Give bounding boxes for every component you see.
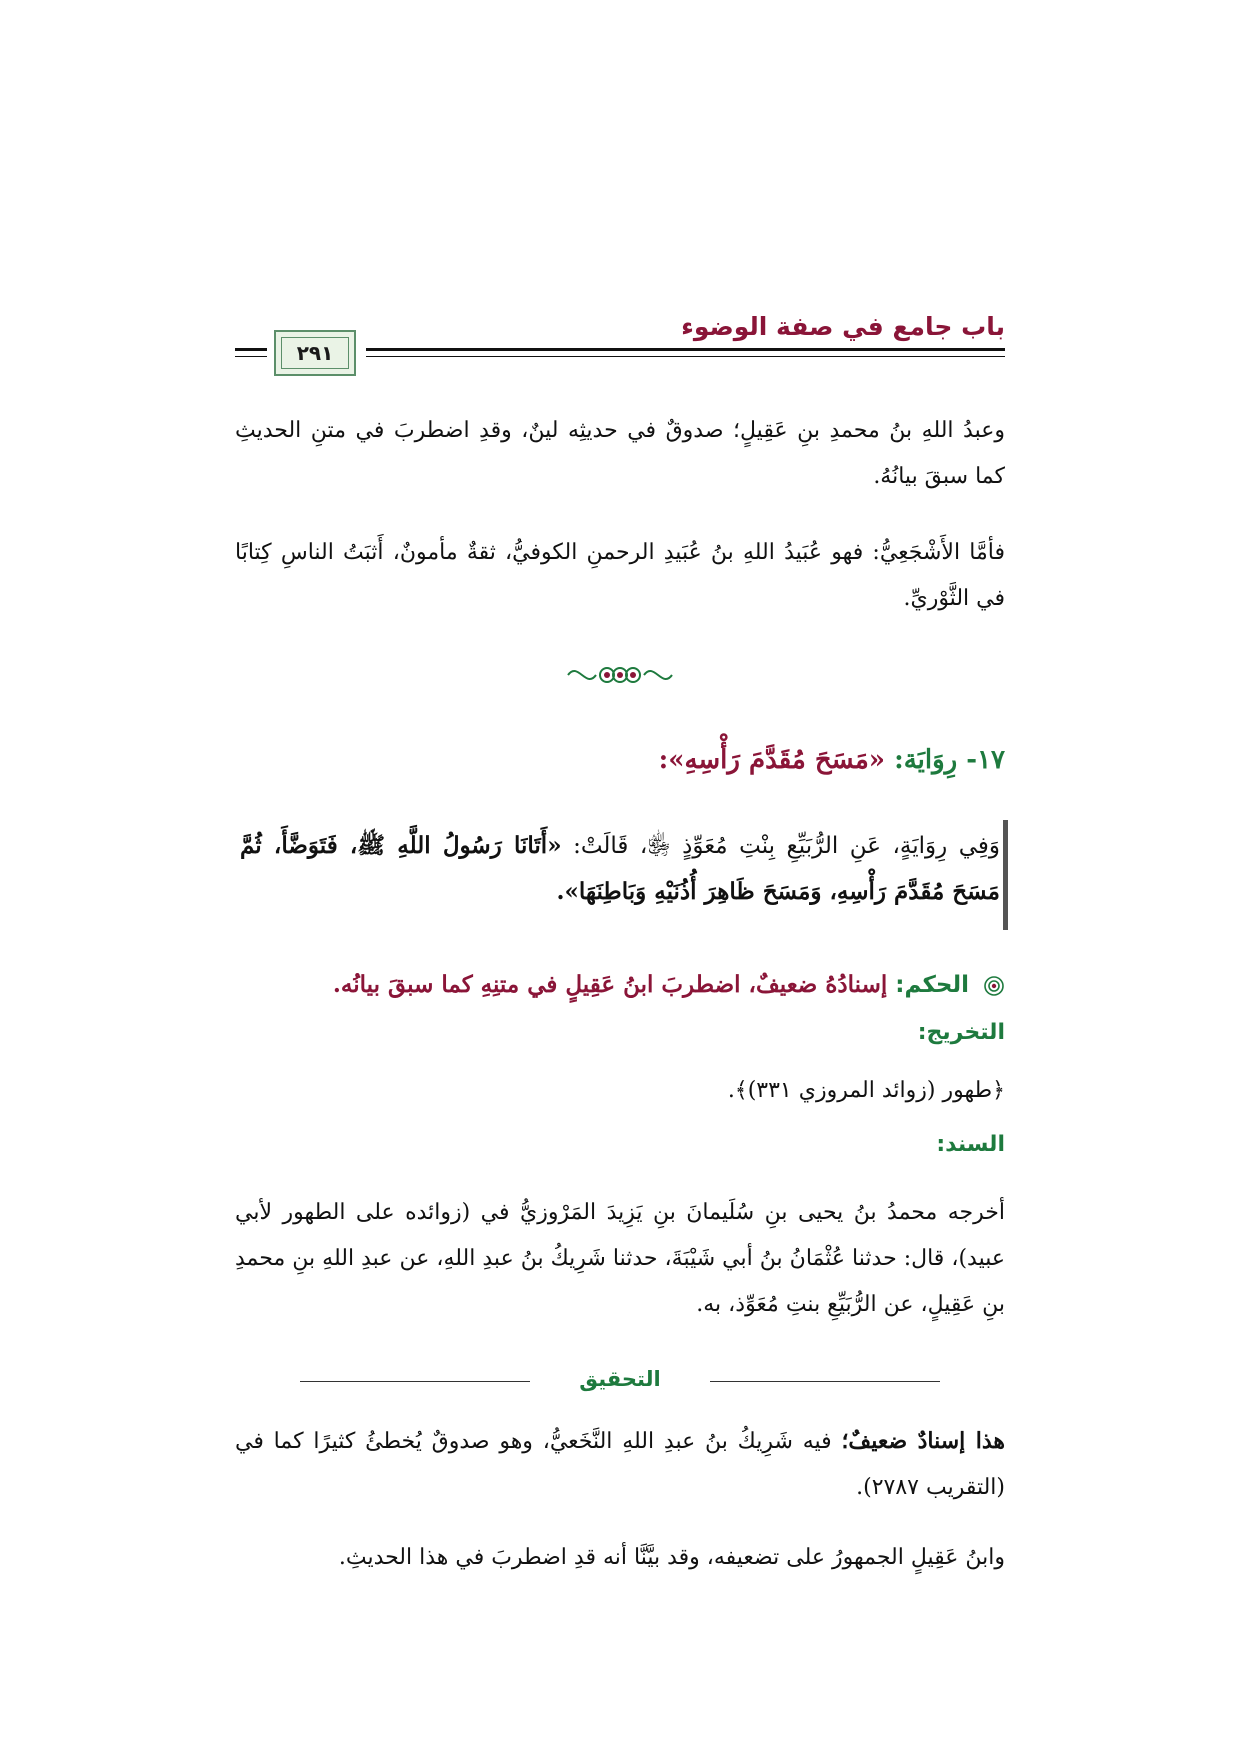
header-rule-right-thin <box>366 356 1005 357</box>
tahqiq-paragraph-1 <box>235 1418 1005 1511</box>
takhrij-text: ﴿طهور (زوائد المروزي ٣٣١)﴾. <box>727 1078 1005 1103</box>
ruling-line <box>225 965 1005 1005</box>
header-rule-right-thick <box>366 348 1005 351</box>
sanad-label: السند: <box>936 1132 1005 1157</box>
narration-text <box>240 823 1000 915</box>
section-heading <box>235 745 1005 775</box>
header-rule-left-thin <box>235 356 267 357</box>
intro-paragraph-1: وعبدُ اللهِ بنُ محمدِ بنِ عَقِيلٍ؛ صدوقٌ في حديثِه لينٌ، وقدِ اضطربَ في متنِ الحديثِ كما سبقَ بيانُهُ. <box>235 418 1005 489</box>
tahqiq-paragraph-2: وابنُ عَقِيلٍ الجمهورُ على تضعيفه، وقد بيَّنَّا أنه قدِ اضطربَ في هذا الحديثِ. <box>338 1545 1005 1570</box>
intro-paragraph-2: فأمَّا الأَشْجَعِيُّ: فهو عُبَيدُ اللهِ بنُ عُبَيدِ الرحمنِ الكوفيُّ، ثقةٌ مأمونٌ، أَثبَتُ الناسِ كِتابًا في الثَّوْريِّ. <box>235 540 1005 611</box>
page-number-frame <box>274 330 356 376</box>
narration-quote-bar <box>1003 820 1008 930</box>
section-quote: «مَسَحَ مُقَدَّمَ رَأْسِهِ»: <box>658 745 886 775</box>
running-title: باب جامع في صفة الوضوء <box>681 312 1005 341</box>
sanad-text: أخرجه محمدُ بنُ يحيى بنِ سُلَيمانَ بنِ يَزِيدَ المَرْوزيُّ في (زوائده على الطهور لأبي عبيد)، قال: حدثنا عُثْمَانُ بنُ أبي شَيْبَةَ، حدثنا شَرِيكُ بنُ عبدِ اللهِ، عن عبدِ اللهِ بنِ محمدِ بنِ عَقِيلٍ، عن الرُّبَيِّعِ بنتِ مُعَوِّذ، به. <box>235 1200 1005 1317</box>
page-number-inner-frame <box>281 337 349 369</box>
tahqiq-paragraph-1-text: فيه شَرِيكُ بنُ عبدِ اللهِ النَّخَعيُّ، وهو صدوقٌ يُخطئُ كثيرًا كما في (التقريب ٢٧٨٧). <box>235 1429 1005 1500</box>
tahqiq-label: التحقيق <box>579 1367 661 1391</box>
ruling-text: إسنادُهُ ضعيفٌ، اضطربَ ابنُ عَقِيلٍ في متنِهِ كما سبقَ بيانُه. <box>332 971 888 998</box>
ruling-label: الحكم: <box>895 972 969 998</box>
narration-lead: وَفِي رِوَايَةٍ، عَنِ الرُّبَيِّعِ بِنْتِ مُعَوِّذٍ ﵂، قَالَتْ: <box>573 833 1000 859</box>
tahqiq-divider <box>300 1367 940 1397</box>
page-number: ٢٩١ <box>296 341 334 365</box>
floral-ornament-icon <box>560 655 680 695</box>
tahqiq-verdict: هذا إسنادٌ ضعيفٌ؛ <box>841 1428 1005 1454</box>
rosette-icon <box>983 975 1005 997</box>
section-number: ١٧- رِوَايَة: <box>894 745 1005 775</box>
takhrij-label: التخريج: <box>917 1020 1005 1045</box>
header-rule-left-thick <box>235 348 267 351</box>
narration-matn: «أَتَانَا رَسُولُ اللَّهِ ﷺ، فَتَوَضَّأَ، ثُمَّ مَسَحَ مُقَدَّمَ رَأْسِهِ، وَمَسَحَ ظَاهِرَ أُذُنَيْهِ وَبَاطِنَهَا». <box>240 832 1000 905</box>
